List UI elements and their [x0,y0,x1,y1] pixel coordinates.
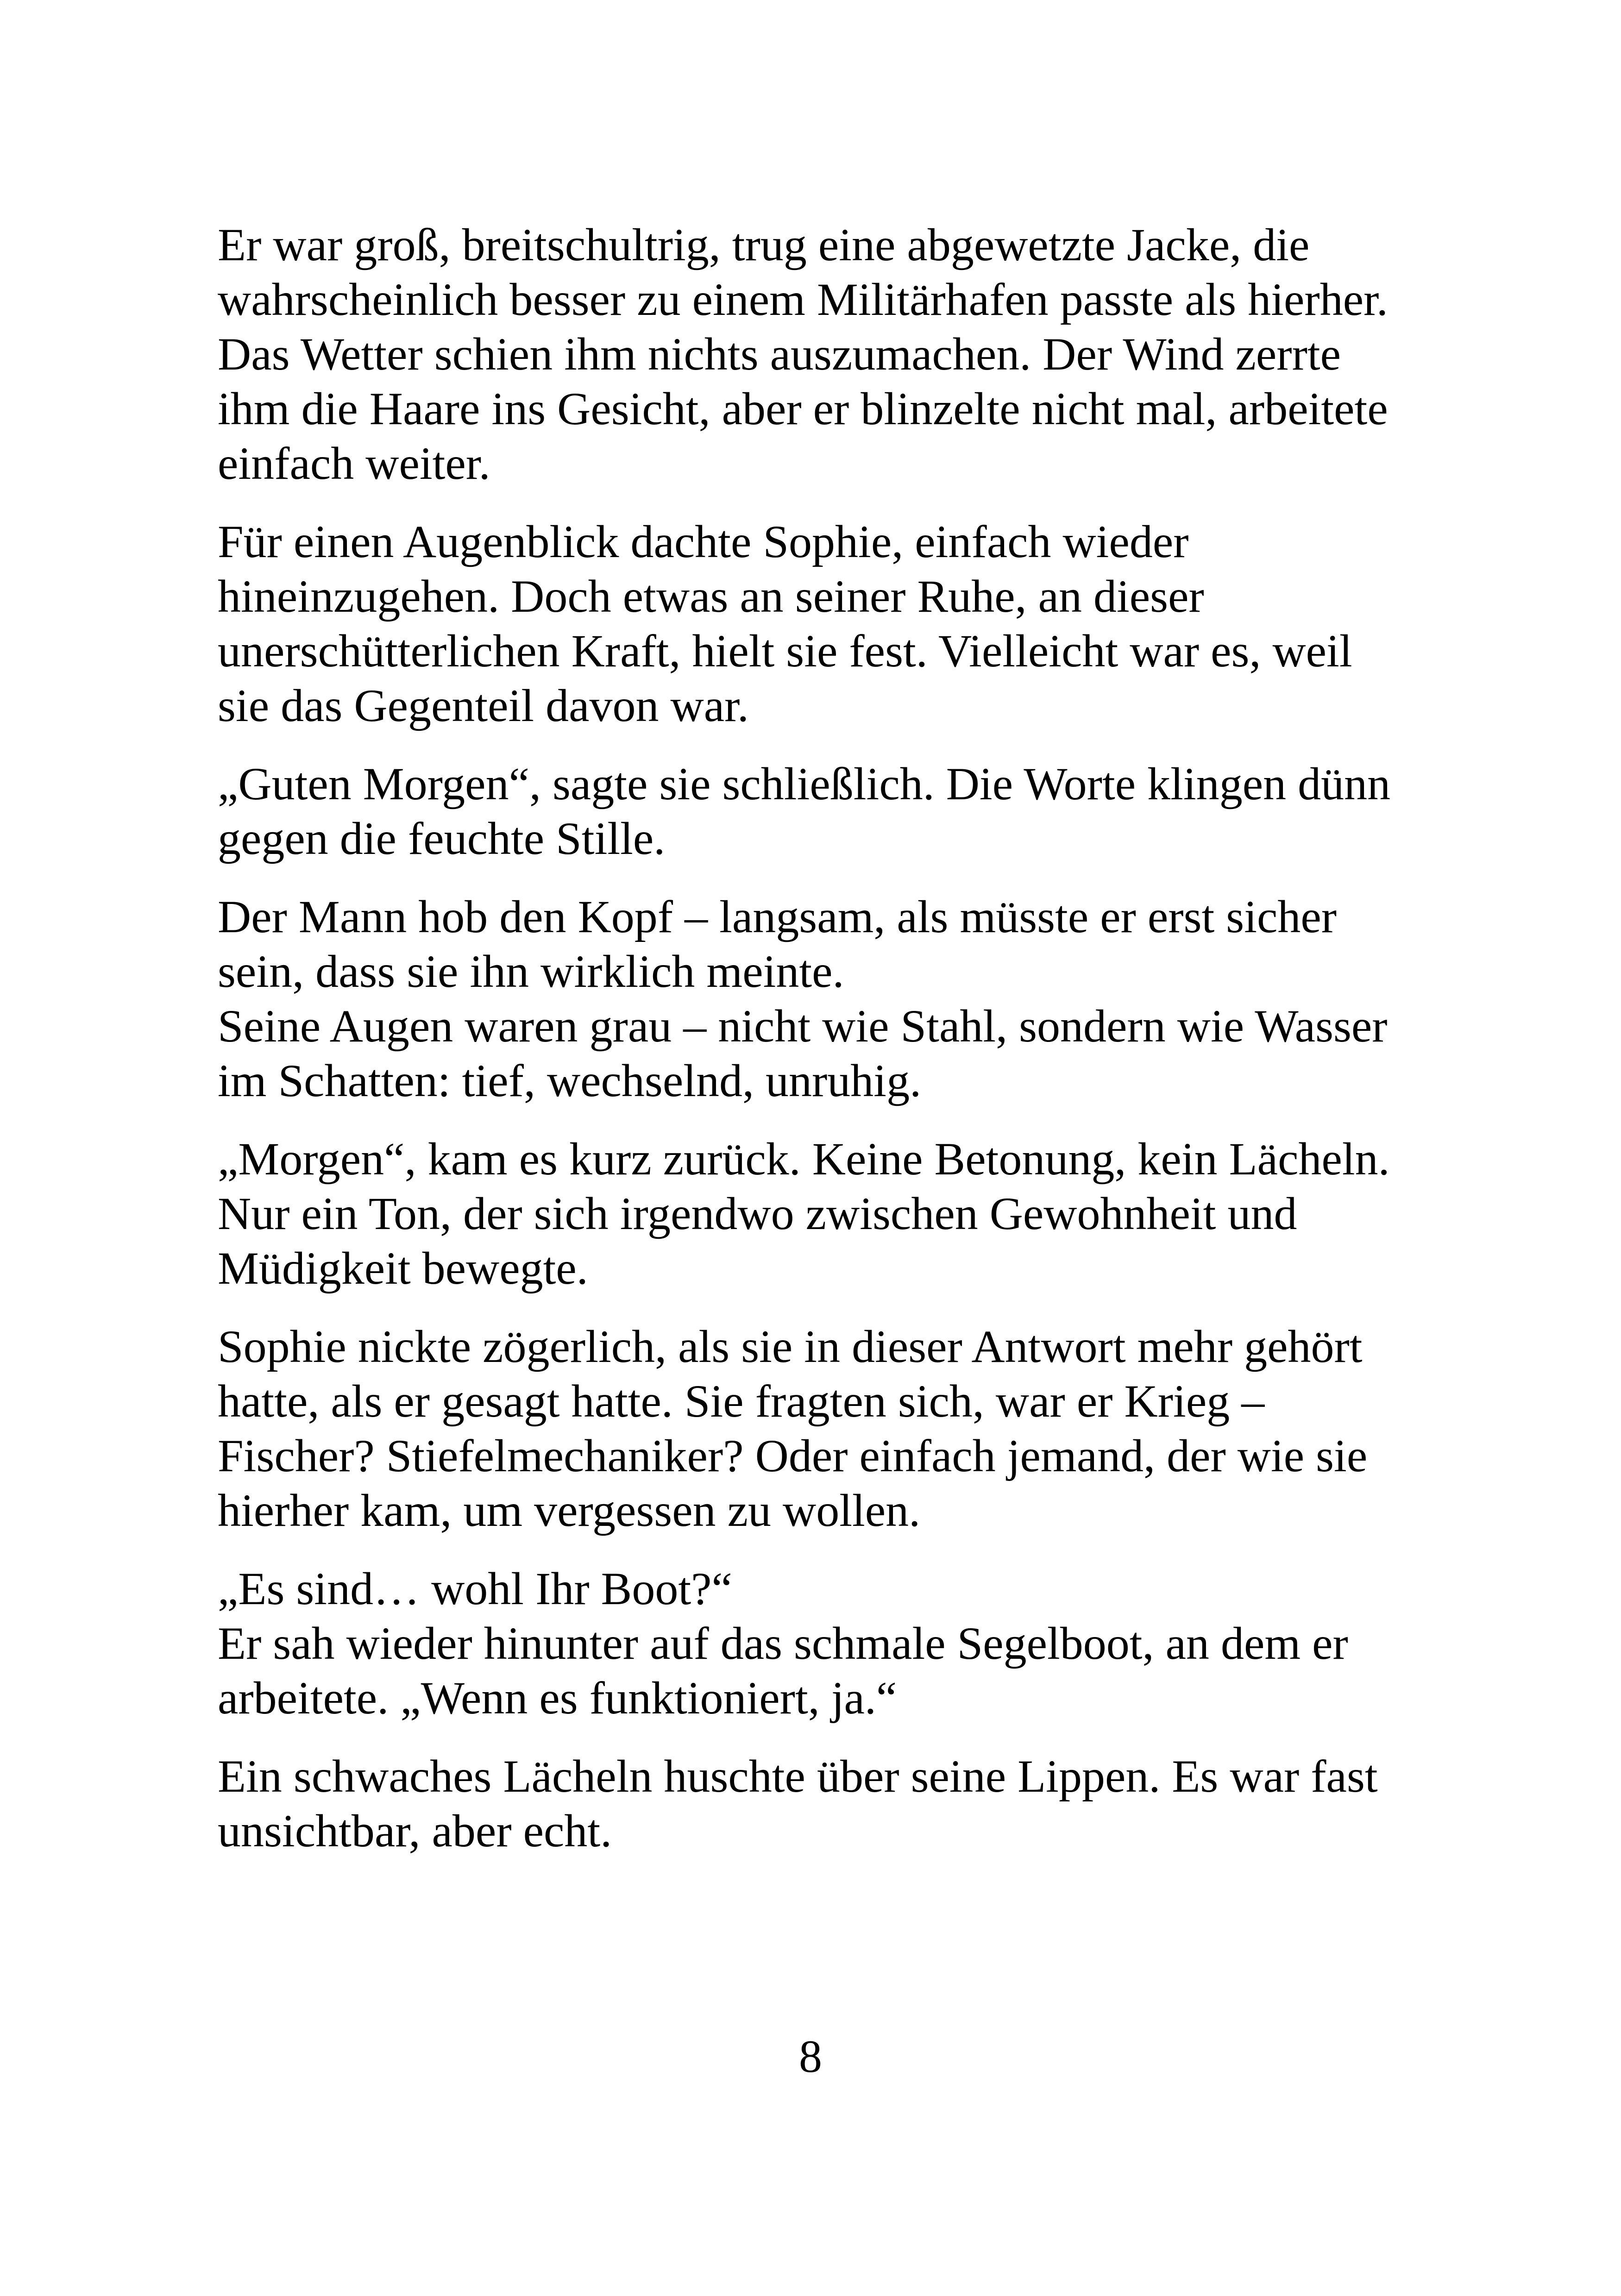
text-line: Für einen Augenblick dachte Sophie, einfach wieder [218,516,1189,567]
text-line: „Guten Morgen“, sagte sie schließlich. Die Worte klingen dünn [218,758,1391,809]
paragraph [218,1749,1422,1858]
paragraph [218,757,1422,866]
text-line: Fischer? Stiefelmechaniker? Oder einfach jemand, der wie sie [218,1430,1368,1481]
text-line: hierher kam, um vergessen zu wollen. [218,1485,921,1536]
text-line: wahrscheinlich besser zu einem Militärhafen passte als hierher. [218,274,1388,325]
text-line: einfach weiter. [218,438,490,489]
text-line: unsichtbar, aber echt. [218,1805,612,1857]
text-line: Er war groß, breitschultrig, trug eine abgewetzte Jacke, die [218,219,1310,270]
paragraph [218,1562,1422,1725]
text-line: unerschütterlichen Kraft, hielt sie fest. Vielleicht war es, weil [218,625,1352,677]
text-line: sie das Gegenteil davon war. [218,680,749,731]
text-line: hatte, als er gesagt hatte. Sie fragten sich, war er Krieg – [218,1375,1265,1427]
paragraph [218,218,1422,491]
body-text [218,218,1422,1882]
text-line: Ein schwaches Lächeln huschte über seine Lippen. Es war fast [218,1750,1378,1802]
text-line: arbeitete. „Wenn es funktioniert, ja.“ [218,1672,897,1724]
text-line: hineinzugehen. Doch etwas an seiner Ruhe, an dieser [218,571,1204,622]
text-line: Seine Augen waren grau – nicht wie Stahl, sondern wie Wasser [218,1000,1388,1052]
paragraph [218,1319,1422,1538]
text-line: Er sah wieder hinunter auf das schmale Segelboot, an dem er [218,1618,1348,1669]
page-number: 8 [799,2031,822,2082]
paragraph [218,1132,1422,1296]
text-line: „Es sind… wohl Ihr Boot?“ [218,1563,732,1614]
text-line: im Schatten: tief, wechselnd, unruhig. [218,1055,922,1106]
text-line: gegen die feuchte Stille. [218,813,666,864]
text-line: Das Wetter schien ihm nichts auszumachen. Der Wind zerrte [218,328,1341,380]
paragraph [218,514,1422,733]
text-line: ihm die Haare ins Gesicht, aber er blinzelte nicht mal, arbeitete [218,383,1388,434]
text-line: Sophie nickte zögerlich, als sie in dieser Antwort mehr gehört [218,1321,1363,1372]
text-line: Müdigkeit bewegte. [218,1242,588,1294]
text-line: „Morgen“, kam es kurz zurück. Keine Betonung, kein Lächeln. [218,1133,1390,1185]
paragraph [218,890,1422,1108]
text-line: Der Mann hob den Kopf – langsam, als müsste er erst sicher [218,891,1337,942]
text-line: sein, dass sie ihn wirklich meinte. [218,946,844,997]
text-line: Nur ein Ton, der sich irgendwo zwischen Gewohnheit und [218,1188,1297,1239]
